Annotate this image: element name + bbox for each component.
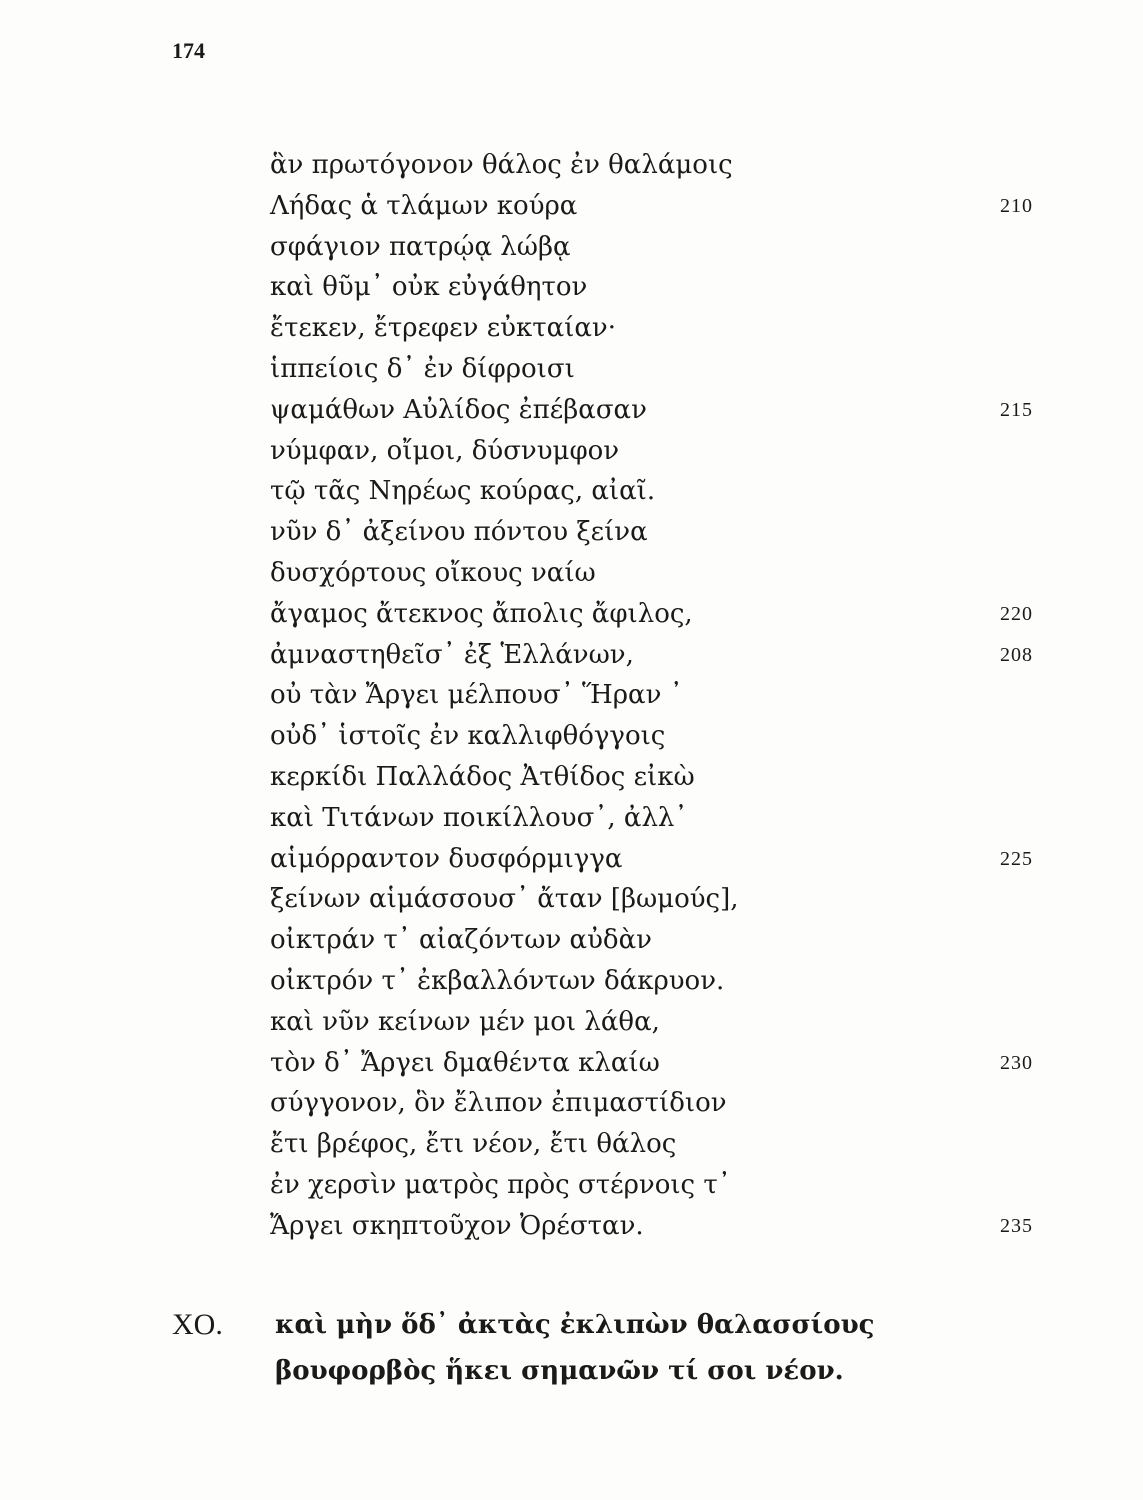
verse-line	[0, 390, 1143, 431]
verse-line	[0, 267, 1143, 308]
verse-line-text: σύγγονον, ὃν ἔλιπον ἐπιμαστίδιον	[270, 1088, 727, 1119]
verse-line-text: Ἄργει σκηπτοῦχον Ὀρέσταν.	[270, 1210, 644, 1241]
line-number: 210	[1000, 194, 1033, 217]
verse-line-text: Λήδας ἁ τλάμων κούρα	[270, 190, 578, 221]
verse-line	[0, 1165, 1143, 1206]
verse-line-text: δυσχόρτους οἴκους ναίω	[270, 557, 596, 588]
verse-line	[0, 1124, 1143, 1165]
line-number: 220	[1000, 602, 1033, 625]
verse-line	[0, 349, 1143, 390]
verse-line-text: ἀμναστηθεῖσ᾽ ἐξ Ἑλλάνων,	[270, 639, 634, 670]
line-number: 215	[1000, 398, 1033, 421]
chorus-line-text: βουφορβὸς ἥκει σημανῶν τί σοι νέον.	[275, 1356, 844, 1386]
verse-line-text: οὐ τὰν Ἄργει μέλπουσ᾽ Ἥραν ᾽	[270, 680, 683, 711]
verse-line-text: ξείνων αἱμάσσουσ᾽ ἄταν [βωμούς],	[270, 884, 739, 915]
verse-line	[0, 227, 1143, 268]
verse-line	[0, 471, 1143, 512]
verse-line-text: τὸν δ᾽ Ἄργει δμαθέντα κλαίω	[270, 1047, 660, 1078]
verse-line-text: οἰκτράν τ᾽ αἰαζόντων αὐδὰν	[270, 925, 652, 956]
line-number: 225	[1000, 847, 1033, 870]
verse-line	[0, 1002, 1143, 1043]
verse-line-text: καὶ νῦν κείνων μέν μοι λάθα,	[270, 1006, 660, 1037]
verse-line	[0, 1083, 1143, 1124]
line-number: 208	[1000, 643, 1033, 666]
verse-line	[0, 1206, 1143, 1247]
verse-line	[0, 145, 1143, 186]
verse-line	[0, 512, 1143, 553]
verse-line	[0, 553, 1143, 594]
verse-line-text: νῦν δ᾽ ἀξείνου πόντου ξείνα	[270, 517, 648, 548]
verse-line	[0, 635, 1143, 676]
line-number: 230	[1000, 1051, 1033, 1074]
verse-line	[0, 1043, 1143, 1084]
chorus-line-text: καὶ μὴν ὅδ᾽ ἀκτὰς ἐκλιπὼν θαλασσίους	[275, 1310, 875, 1340]
verse-line	[0, 308, 1143, 349]
verse-line	[0, 186, 1143, 227]
verse-line-text: κερκίδι Παλλάδος Ἀτθίδος εἰκὼ	[270, 761, 695, 792]
verse-line	[0, 757, 1143, 798]
verse-line-text: ἐν χερσὶν ματρὸς πρὸς στέρνοις τ᾽	[270, 1169, 731, 1200]
verse-line-text: ἃν πρωτόγονον θάλος ἐν θαλάμοις	[270, 150, 733, 180]
verse-line-text: ἱππείοις δ᾽ ἐν δίφροισι	[270, 353, 575, 384]
chorus-line	[0, 1302, 1143, 1348]
verse-line-text: καὶ Τιτάνων ποικίλλουσ᾽, ἀλλ᾽	[270, 802, 688, 833]
verse-block	[0, 145, 1143, 1247]
verse-line	[0, 879, 1143, 920]
verse-line-text: αἱμόρραντον δυσφόρμιγγα	[270, 843, 623, 874]
verse-line	[0, 431, 1143, 472]
verse-line-text: νύμφαν, οἴμοι, δύσνυμφον	[270, 435, 620, 466]
verse-line-text: ἔτεκεν, ἔτρεφεν εὐκταίαν·	[270, 313, 616, 344]
line-number: 235	[1000, 1214, 1033, 1237]
verse-line	[0, 594, 1143, 635]
verse-line-text: σφάγιον πατρῴᾳ λώβᾳ	[270, 231, 571, 262]
verse-line	[0, 675, 1143, 716]
verse-line-text: τῷ τᾶς Νηρέως κούρας, αἰαῖ.	[270, 476, 656, 507]
verse-line-text: οἰκτρόν τ᾽ ἐκβαλλόντων δάκρυον.	[270, 965, 725, 996]
verse-line-text: ἄγαμος ἄτεκνος ἄπολις ἄφιλος,	[270, 598, 693, 629]
verse-line	[0, 839, 1143, 880]
verse-line	[0, 961, 1143, 1002]
chorus-block	[0, 1302, 1143, 1394]
chorus-line	[0, 1348, 1143, 1394]
verse-line	[0, 716, 1143, 757]
page-number: 174	[172, 38, 205, 63]
verse-line-text: καὶ θῦμ᾽ οὐκ εὐγάθητον	[270, 272, 588, 303]
verse-line-text: οὐδ᾽ ἱστοῖς ἐν καλλιφθόγγοις	[270, 721, 666, 752]
verse-line-text: ἔτι βρέφος, ἔτι νέον, ἔτι θάλος	[270, 1129, 677, 1160]
verse-line	[0, 920, 1143, 961]
verse-line-text: ψαμάθων Αὐλίδος ἐπέβασαν	[270, 394, 647, 425]
speaker-label: ΧΟ.	[172, 1308, 223, 1341]
verse-line	[0, 798, 1143, 839]
